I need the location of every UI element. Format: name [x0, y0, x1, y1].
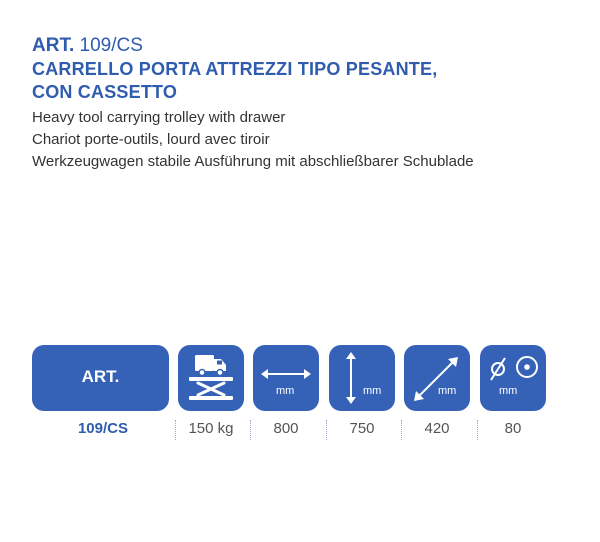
width-unit: mm — [438, 385, 457, 397]
article-line — [32, 34, 572, 58]
length-value: 800 — [273, 420, 299, 437]
article-label: ART. — [32, 35, 75, 56]
wheel-value: 80 — [504, 420, 522, 437]
wheel-unit: mm — [499, 385, 518, 397]
article-badge — [32, 345, 169, 411]
diagonal-arrow-icon — [404, 345, 470, 411]
capacity-value: 150 kg — [188, 420, 234, 437]
product-title-line1: CARRELLO PORTA ATTREZZI TIPO PESANTE, — [32, 59, 438, 79]
article-number: 109/CS — [79, 35, 143, 56]
description-french: Chariot porte-outils, lourd avec tiroir — [32, 131, 270, 148]
load-capacity-badge — [178, 345, 244, 411]
article-badge-label: ART. — [81, 367, 120, 386]
height-badge — [329, 345, 395, 411]
height-arrow-icon — [329, 345, 395, 411]
product-title-line2: CON CASSETTO — [32, 82, 178, 102]
description-german: Werkzeugwagen stabile Ausführung mit abschließbarer Schublade — [32, 153, 474, 170]
width-badge — [404, 345, 470, 411]
length-unit: mm — [276, 385, 295, 397]
height-value: 750 — [349, 420, 375, 437]
spec-badges — [0, 345, 600, 415]
length-arrow-icon — [253, 345, 319, 411]
length-badge — [253, 345, 319, 411]
description-english: Heavy tool carrying trolley with drawer — [32, 109, 286, 126]
width-value: 420 — [424, 420, 450, 437]
product-header — [32, 34, 572, 173]
spec-values-row — [0, 418, 600, 442]
load-capacity-icon — [178, 345, 244, 411]
wheel-diameter-icon — [480, 345, 546, 411]
height-unit: mm — [363, 385, 382, 397]
article-value: 109/CS — [77, 420, 129, 437]
wheel-diameter-badge — [480, 345, 546, 411]
